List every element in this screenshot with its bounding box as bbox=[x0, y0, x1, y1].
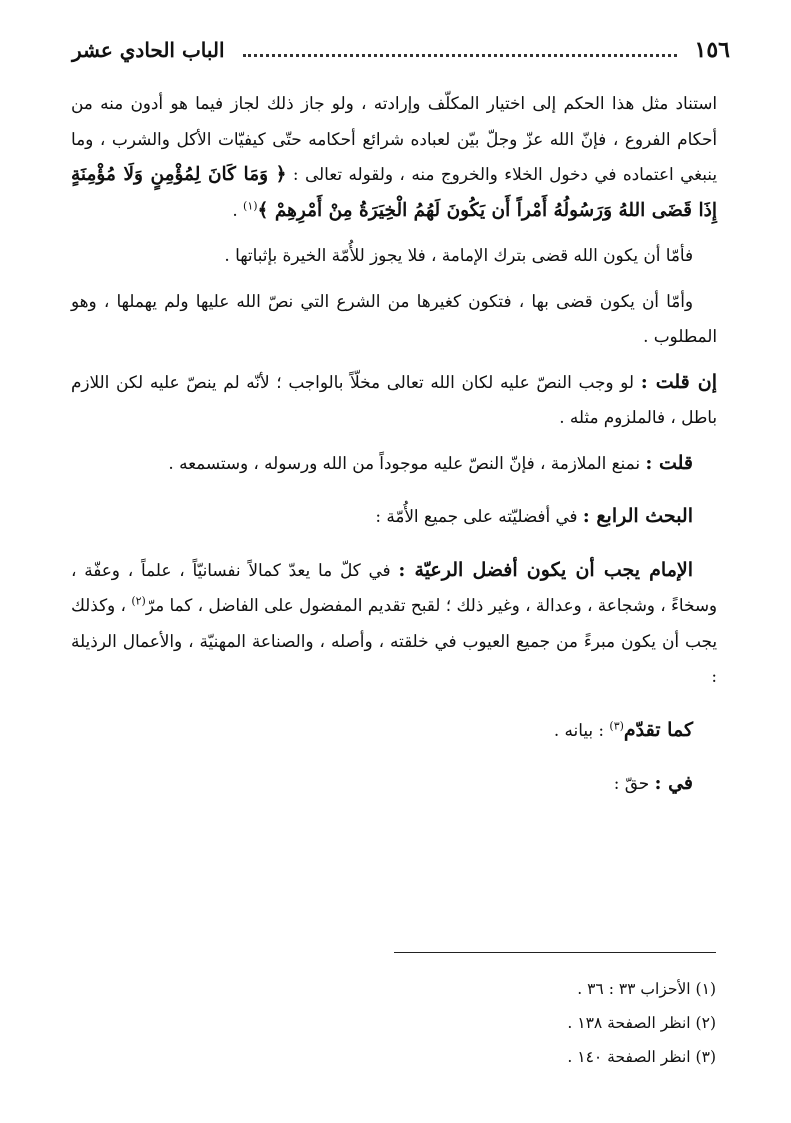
thesis-text-b: ، وكذلك يجب أن يكون مبرءً من جميع العيوب في خلقته ، وأصله ، والصناعة المهنيّة ، والأعمال الرذيلة : bbox=[71, 595, 717, 686]
footnote-3-text: انظر الصفحة ١٤٠ . bbox=[567, 1048, 691, 1066]
paragraph-9 bbox=[71, 766, 717, 802]
commentary-text-2: حقّ : bbox=[613, 773, 655, 793]
footnote-1-text: الأحزاب ٣٣ : ٣٦ . bbox=[577, 980, 691, 998]
footnote-2-text: انظر الصفحة ١٣٨ . bbox=[567, 1014, 691, 1032]
section-heading-lead: البحث الرابع : bbox=[582, 505, 693, 527]
footnote-ref-3: (٣) bbox=[609, 718, 624, 732]
footnote-separator bbox=[394, 952, 716, 953]
footnote-1 bbox=[276, 972, 716, 1006]
paragraph-2: فأمّا أن يكون الله قضى بترك الإمامة ، فلا يجوز للأُمّة الخيرة بإثباتها . bbox=[224, 245, 693, 265]
quran-verse: ﴿ وَمَا كَانَ لِمُؤْمِنٍ وَلَا مُؤْمِنَةٍ إِذَا قَضَى اللهُ وَرَسُولُهُ أَمْراً أَن يَكُونَ لَهُمُ الْخِيَرَةُ مِنْ أَمْرِهِمْ ﴾ bbox=[71, 164, 717, 221]
footnote-1-number: (١) bbox=[695, 980, 716, 998]
paragraph-8 bbox=[71, 713, 717, 749]
commentary-lead-1: كما تقدّم bbox=[623, 718, 693, 741]
footnote-ref-1: (١) bbox=[243, 198, 258, 212]
paragraph-3: وأمّا أن يكون قضى بها ، فتكون كغيرها من الشرع التي نصّ الله عليها ولم يهملها ، وهو المطلوب . bbox=[71, 290, 717, 346]
thesis-text-a: في كلّ ما يعدّ كمالاً نفسانيّاً ، علماً ، وعفّة ، وسخاءً ، وشجاعة ، وعدالة ، وغير ذلك ؛ لقبح تقديم المفضول على الفاضل ، كما مرّ bbox=[71, 559, 717, 615]
header-dotted-leader bbox=[243, 54, 677, 57]
page-number: ١٥٦ bbox=[694, 37, 730, 63]
main-text bbox=[71, 86, 717, 802]
footnote-ref-2: (٢) bbox=[131, 594, 146, 608]
objection-lead: إن قلت : bbox=[640, 370, 717, 393]
paragraph-1: استناد مثل هذا الحكم إلى اختيار المكلّف وإرادته ، ولو جاز ذلك لجاز فيما هو أدون منه من أحكام الفروع ، فإنّ الله عزّ وجلّ بيّن لعباده شرائع أحكامه حتّى كيفيّات الأكل والشرب ، وما ينبغي اعتماده في دخول الخلاء والخروج منه ، ولقوله تعالى : ﴿ وَمَا كَانَ لِمُؤْمِنٍ وَلَا مُؤْمِنَةٍ إِذَا قَضَى اللهُ وَرَسُولُهُ أَمْراً أَن يَكُونَ لَهُمُ الْخِيَرَةُ مِنْ أَمْرِهِمْ ﴾$^{(١)}$ . bbox=[71, 93, 717, 221]
paragraph-7 bbox=[71, 553, 717, 695]
objection-text: لو وجب النصّ عليه لكان الله تعالى مخلّاً بالواجب ؛ لأنّه لم ينصّ عليه لكن اللازم باطل ، فالملزوم مثله . bbox=[71, 371, 717, 427]
footnote-3-number: (٣) bbox=[695, 1048, 716, 1066]
commentary-text-1: : بيانه . bbox=[553, 719, 610, 740]
paragraph-1-text: استناد مثل هذا الحكم إلى اختيار المكلّف وإرادته ، ولو جاز ذلك لجاز فيما هو أدون منه من أحكام الفروع ، فإنّ الله عزّ وجلّ بيّن لعباده شرائع أحكامه حتّى كيفيّات الأكل والشرب ، وما ينبغي اعتماده في دخول الخلاء والخروج منه ، ولقوله تعالى : bbox=[71, 93, 717, 184]
footnote-3 bbox=[276, 1040, 716, 1074]
section-heading bbox=[71, 499, 717, 535]
section-heading-text: في أفضليّته على جميع الأُمّة : bbox=[375, 506, 583, 526]
reply-lead: قلت : bbox=[645, 451, 693, 474]
reply-text: نمنع الملازمة ، فإنّ النصّ عليه موجوداً من الله ورسوله ، وستسمعه . bbox=[168, 452, 646, 473]
paragraph-4 bbox=[71, 365, 717, 436]
chapter-title: الباب الحادي عشر bbox=[72, 38, 225, 62]
footnote-2-number: (٢) bbox=[695, 1014, 716, 1032]
footnotes bbox=[276, 972, 716, 1074]
thesis-lead: الإمام يجب أن يكون أفضل الرعيّة : bbox=[398, 558, 694, 581]
paragraph-5 bbox=[71, 446, 717, 482]
running-header bbox=[72, 30, 730, 70]
commentary-lead-2: في : bbox=[654, 772, 693, 794]
footnote-2 bbox=[276, 1006, 716, 1040]
